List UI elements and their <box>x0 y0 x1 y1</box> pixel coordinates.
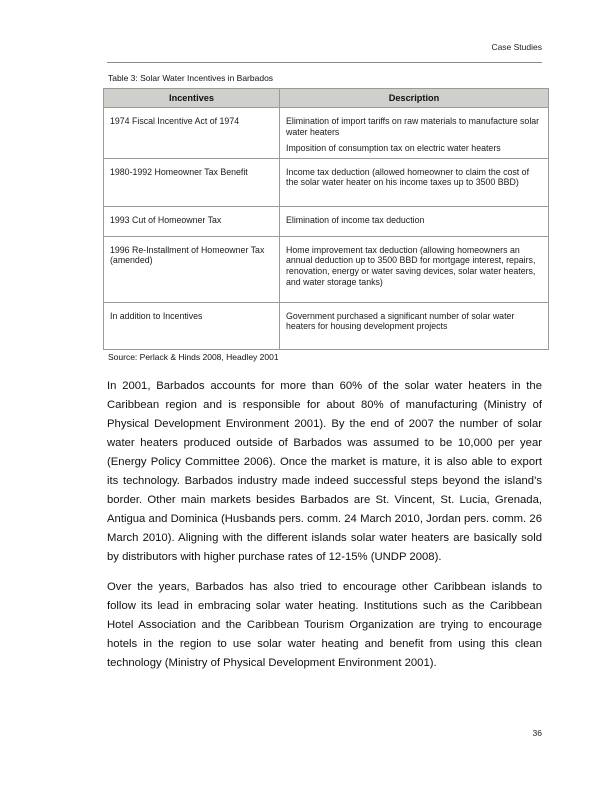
description-line: Imposition of consumption tax on electric water heaters <box>286 143 501 154</box>
table-header-row <box>104 89 549 108</box>
page-number: 36 <box>532 728 542 738</box>
description-line: Elimination of income tax deduction <box>286 214 425 225</box>
description-cell <box>280 108 549 159</box>
incentive-cell: 1974 Fiscal Incentive Act of 1974 <box>104 108 280 159</box>
header-rule <box>107 62 542 63</box>
incentive-cell: In addition to Incentives <box>104 302 280 349</box>
table-row <box>104 302 549 349</box>
incentive-cell: 1980-1992 Homeowner Tax Benefit <box>104 158 280 206</box>
table-row <box>104 158 549 206</box>
running-header: Case Studies <box>491 42 542 52</box>
description-line: Home improvement tax deduction (allowing homeowners an annual deduction up to 3500 BBD for mortgage interest, repairs, renovation, energy or water saving devices, solar water heaters, and water storage tanks) <box>286 244 536 287</box>
incentive-cell: 1993 Cut of Homeowner Tax <box>104 206 280 236</box>
description-cell <box>280 302 549 349</box>
incentive-cell: 1996 Re-Installment of Homeowner Tax (amended) <box>104 236 280 302</box>
description-line: Government purchased a significant number of solar water heaters for housing development projects <box>286 310 515 332</box>
description-line: Income tax deduction (allowed homeowner to claim the cost of the solar water heater on his income taxes up to 3500 BBD) <box>286 166 530 188</box>
table-row <box>104 108 549 159</box>
body-paragraph: In 2001, Barbados accounts for more than 60% of the solar water heaters in the Caribbean region and is responsible for about 80% of manufacturing (Ministry of Physical Development Environment 2001). By the end of 2007 the number of solar water heaters produced outside of Barbados was assumed to be 10,000 per year (Energy Policy Committee 2006). Once the market is mature, it is also able to export its technology. Barbados industry made indeed successful steps beyond the island’s border. Other main markets besides Barbados are St. Vincent, St. Lucia, Grenada, Antigua and Dominica (Husbands pers. comm. 24 March 2010, Jordan pers. comm. 26 March 2010). Aligning with the different islands solar water heaters are basically sold by distributors with higher purchase rates of 12-15% (UNDP 2008). <box>107 380 542 563</box>
incentives-table <box>103 88 549 350</box>
table-row <box>104 236 549 302</box>
body-paragraph: Over the years, Barbados has also tried to encourage other Caribbean islands to follow its lead in embracing solar water heating. Institutions such as the Caribbean Hotel Association and the Caribbean Tourism Organization are trying to encourage hotels in the region to use solar water heating and benefit from using this clean technology (Ministry of Physical Development Environment 2001). <box>107 581 542 669</box>
table-row <box>104 206 549 236</box>
description-line: Elimination of import tariffs on raw materials to manufacture solar water heaters <box>286 116 540 137</box>
table-caption: Table 3: Solar Water Incentives in Barbados <box>108 73 274 83</box>
column-header-incentives: Incentives <box>104 89 280 108</box>
description-cell <box>280 236 549 302</box>
table-source-note: Source: Perlack & Hinds 2008, Headley 2001 <box>108 352 279 362</box>
description-cell <box>280 158 549 206</box>
description-cell <box>280 206 549 236</box>
column-header-description: Description <box>280 89 549 108</box>
